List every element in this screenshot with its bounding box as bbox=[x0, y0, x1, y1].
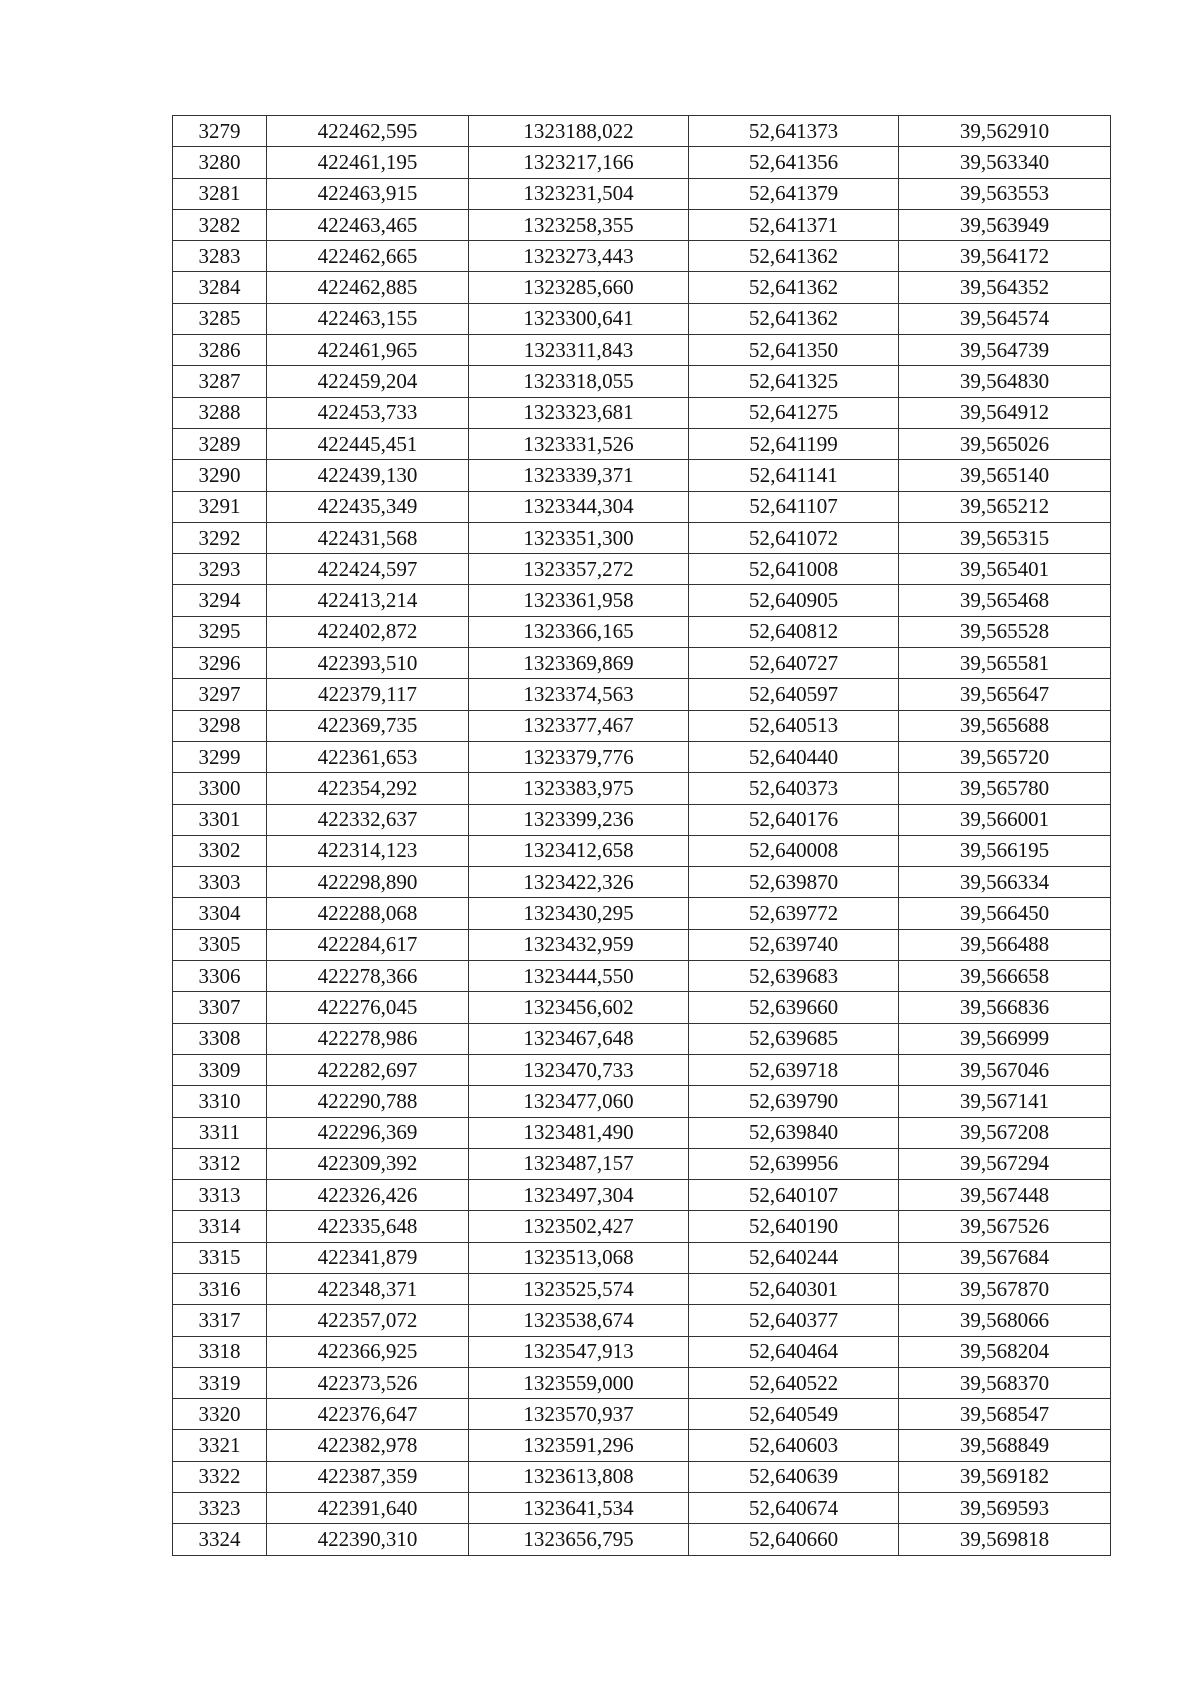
latitude-cell: 52,640244 bbox=[689, 1242, 899, 1273]
x-coordinate-cell: 422453,733 bbox=[267, 397, 469, 428]
point-number-cell: 3320 bbox=[173, 1399, 267, 1430]
longitude-cell: 39,566488 bbox=[899, 929, 1111, 960]
latitude-cell: 52,641199 bbox=[689, 428, 899, 459]
longitude-cell: 39,567870 bbox=[899, 1273, 1111, 1304]
latitude-cell: 52,641008 bbox=[689, 554, 899, 585]
point-number-cell: 3294 bbox=[173, 585, 267, 616]
latitude-cell: 52,640008 bbox=[689, 835, 899, 866]
y-coordinate-cell: 1323357,272 bbox=[469, 554, 689, 585]
y-coordinate-cell: 1323344,304 bbox=[469, 491, 689, 522]
table-row bbox=[173, 1273, 1111, 1304]
latitude-cell: 52,639685 bbox=[689, 1023, 899, 1054]
latitude-cell: 52,640373 bbox=[689, 773, 899, 804]
longitude-cell: 39,568204 bbox=[899, 1336, 1111, 1367]
longitude-cell: 39,565780 bbox=[899, 773, 1111, 804]
longitude-cell: 39,567208 bbox=[899, 1117, 1111, 1148]
table-row bbox=[173, 303, 1111, 334]
y-coordinate-cell: 1323502,427 bbox=[469, 1211, 689, 1242]
y-coordinate-cell: 1323300,641 bbox=[469, 303, 689, 334]
y-coordinate-cell: 1323430,295 bbox=[469, 898, 689, 929]
point-number-cell: 3313 bbox=[173, 1180, 267, 1211]
point-number-cell: 3282 bbox=[173, 209, 267, 240]
longitude-cell: 39,567294 bbox=[899, 1148, 1111, 1179]
y-coordinate-cell: 1323432,959 bbox=[469, 929, 689, 960]
latitude-cell: 52,640522 bbox=[689, 1367, 899, 1398]
latitude-cell: 52,640639 bbox=[689, 1461, 899, 1492]
latitude-cell: 52,639790 bbox=[689, 1086, 899, 1117]
point-number-cell: 3319 bbox=[173, 1367, 267, 1398]
y-coordinate-cell: 1323412,658 bbox=[469, 835, 689, 866]
longitude-cell: 39,564739 bbox=[899, 335, 1111, 366]
longitude-cell: 39,566658 bbox=[899, 961, 1111, 992]
point-number-cell: 3309 bbox=[173, 1054, 267, 1085]
x-coordinate-cell: 422463,465 bbox=[267, 209, 469, 240]
longitude-cell: 39,566450 bbox=[899, 898, 1111, 929]
point-number-cell: 3307 bbox=[173, 992, 267, 1023]
table-row bbox=[173, 116, 1111, 147]
x-coordinate-cell: 422278,986 bbox=[267, 1023, 469, 1054]
latitude-cell: 52,641356 bbox=[689, 147, 899, 178]
x-coordinate-cell: 422459,204 bbox=[267, 366, 469, 397]
table-row bbox=[173, 929, 1111, 960]
x-coordinate-cell: 422341,879 bbox=[267, 1242, 469, 1273]
point-number-cell: 3292 bbox=[173, 522, 267, 553]
latitude-cell: 52,640549 bbox=[689, 1399, 899, 1430]
x-coordinate-cell: 422361,653 bbox=[267, 741, 469, 772]
point-number-cell: 3306 bbox=[173, 961, 267, 992]
point-number-cell: 3299 bbox=[173, 741, 267, 772]
table-row bbox=[173, 1524, 1111, 1555]
longitude-cell: 39,565026 bbox=[899, 428, 1111, 459]
table-row bbox=[173, 1180, 1111, 1211]
table-row bbox=[173, 1023, 1111, 1054]
x-coordinate-cell: 422298,890 bbox=[267, 867, 469, 898]
table-row bbox=[173, 397, 1111, 428]
x-coordinate-cell: 422314,123 bbox=[267, 835, 469, 866]
x-coordinate-cell: 422462,885 bbox=[267, 272, 469, 303]
point-number-cell: 3289 bbox=[173, 428, 267, 459]
x-coordinate-cell: 422463,155 bbox=[267, 303, 469, 334]
x-coordinate-cell: 422357,072 bbox=[267, 1305, 469, 1336]
table-row bbox=[173, 1399, 1111, 1430]
longitude-cell: 39,567684 bbox=[899, 1242, 1111, 1273]
y-coordinate-cell: 1323399,236 bbox=[469, 804, 689, 835]
longitude-cell: 39,564830 bbox=[899, 366, 1111, 397]
table-row bbox=[173, 1211, 1111, 1242]
longitude-cell: 39,564352 bbox=[899, 272, 1111, 303]
longitude-cell: 39,567526 bbox=[899, 1211, 1111, 1242]
y-coordinate-cell: 1323273,443 bbox=[469, 241, 689, 272]
longitude-cell: 39,563949 bbox=[899, 209, 1111, 240]
longitude-cell: 39,565688 bbox=[899, 710, 1111, 741]
latitude-cell: 52,640464 bbox=[689, 1336, 899, 1367]
longitude-cell: 39,568066 bbox=[899, 1305, 1111, 1336]
point-number-cell: 3303 bbox=[173, 867, 267, 898]
longitude-cell: 39,568370 bbox=[899, 1367, 1111, 1398]
longitude-cell: 39,566334 bbox=[899, 867, 1111, 898]
point-number-cell: 3298 bbox=[173, 710, 267, 741]
table-row bbox=[173, 867, 1111, 898]
latitude-cell: 52,641325 bbox=[689, 366, 899, 397]
latitude-cell: 52,641362 bbox=[689, 303, 899, 334]
latitude-cell: 52,639740 bbox=[689, 929, 899, 960]
y-coordinate-cell: 1323456,602 bbox=[469, 992, 689, 1023]
table-row bbox=[173, 522, 1111, 553]
longitude-cell: 39,563553 bbox=[899, 178, 1111, 209]
point-number-cell: 3305 bbox=[173, 929, 267, 960]
longitude-cell: 39,569818 bbox=[899, 1524, 1111, 1555]
table-row bbox=[173, 147, 1111, 178]
coordinates-table-body bbox=[173, 116, 1111, 1556]
y-coordinate-cell: 1323383,975 bbox=[469, 773, 689, 804]
point-number-cell: 3296 bbox=[173, 648, 267, 679]
point-number-cell: 3293 bbox=[173, 554, 267, 585]
y-coordinate-cell: 1323374,563 bbox=[469, 679, 689, 710]
y-coordinate-cell: 1323217,166 bbox=[469, 147, 689, 178]
table-row bbox=[173, 1054, 1111, 1085]
longitude-cell: 39,563340 bbox=[899, 147, 1111, 178]
latitude-cell: 52,641373 bbox=[689, 116, 899, 147]
longitude-cell: 39,564574 bbox=[899, 303, 1111, 334]
x-coordinate-cell: 422332,637 bbox=[267, 804, 469, 835]
longitude-cell: 39,567141 bbox=[899, 1086, 1111, 1117]
x-coordinate-cell: 422387,359 bbox=[267, 1461, 469, 1492]
point-number-cell: 3318 bbox=[173, 1336, 267, 1367]
y-coordinate-cell: 1323323,681 bbox=[469, 397, 689, 428]
x-coordinate-cell: 422290,788 bbox=[267, 1086, 469, 1117]
point-number-cell: 3315 bbox=[173, 1242, 267, 1273]
table-row bbox=[173, 1461, 1111, 1492]
x-coordinate-cell: 422463,915 bbox=[267, 178, 469, 209]
table-row bbox=[173, 335, 1111, 366]
y-coordinate-cell: 1323656,795 bbox=[469, 1524, 689, 1555]
table-row bbox=[173, 992, 1111, 1023]
table-row bbox=[173, 366, 1111, 397]
point-number-cell: 3285 bbox=[173, 303, 267, 334]
table-row bbox=[173, 961, 1111, 992]
table-row bbox=[173, 898, 1111, 929]
longitude-cell: 39,562910 bbox=[899, 116, 1111, 147]
y-coordinate-cell: 1323641,534 bbox=[469, 1493, 689, 1524]
point-number-cell: 3283 bbox=[173, 241, 267, 272]
table-row bbox=[173, 428, 1111, 459]
y-coordinate-cell: 1323570,937 bbox=[469, 1399, 689, 1430]
x-coordinate-cell: 422461,195 bbox=[267, 147, 469, 178]
x-coordinate-cell: 422276,045 bbox=[267, 992, 469, 1023]
y-coordinate-cell: 1323379,776 bbox=[469, 741, 689, 772]
point-number-cell: 3281 bbox=[173, 178, 267, 209]
latitude-cell: 52,639718 bbox=[689, 1054, 899, 1085]
x-coordinate-cell: 422284,617 bbox=[267, 929, 469, 960]
table-row bbox=[173, 491, 1111, 522]
y-coordinate-cell: 1323481,490 bbox=[469, 1117, 689, 1148]
latitude-cell: 52,640440 bbox=[689, 741, 899, 772]
y-coordinate-cell: 1323538,674 bbox=[469, 1305, 689, 1336]
latitude-cell: 52,640513 bbox=[689, 710, 899, 741]
y-coordinate-cell: 1323188,022 bbox=[469, 116, 689, 147]
latitude-cell: 52,640603 bbox=[689, 1430, 899, 1461]
longitude-cell: 39,565468 bbox=[899, 585, 1111, 616]
point-number-cell: 3323 bbox=[173, 1493, 267, 1524]
latitude-cell: 52,641362 bbox=[689, 241, 899, 272]
x-coordinate-cell: 422461,965 bbox=[267, 335, 469, 366]
longitude-cell: 39,565581 bbox=[899, 648, 1111, 679]
table-row bbox=[173, 1336, 1111, 1367]
latitude-cell: 52,639772 bbox=[689, 898, 899, 929]
y-coordinate-cell: 1323311,843 bbox=[469, 335, 689, 366]
x-coordinate-cell: 422431,568 bbox=[267, 522, 469, 553]
longitude-cell: 39,565528 bbox=[899, 616, 1111, 647]
x-coordinate-cell: 422376,647 bbox=[267, 1399, 469, 1430]
table-row bbox=[173, 741, 1111, 772]
y-coordinate-cell: 1323231,504 bbox=[469, 178, 689, 209]
table-row bbox=[173, 1367, 1111, 1398]
x-coordinate-cell: 422354,292 bbox=[267, 773, 469, 804]
x-coordinate-cell: 422379,117 bbox=[267, 679, 469, 710]
latitude-cell: 52,640107 bbox=[689, 1180, 899, 1211]
longitude-cell: 39,567448 bbox=[899, 1180, 1111, 1211]
y-coordinate-cell: 1323339,371 bbox=[469, 460, 689, 491]
table-row bbox=[173, 585, 1111, 616]
y-coordinate-cell: 1323470,733 bbox=[469, 1054, 689, 1085]
longitude-cell: 39,568849 bbox=[899, 1430, 1111, 1461]
y-coordinate-cell: 1323351,300 bbox=[469, 522, 689, 553]
y-coordinate-cell: 1323318,055 bbox=[469, 366, 689, 397]
x-coordinate-cell: 422393,510 bbox=[267, 648, 469, 679]
x-coordinate-cell: 422326,426 bbox=[267, 1180, 469, 1211]
point-number-cell: 3324 bbox=[173, 1524, 267, 1555]
longitude-cell: 39,564172 bbox=[899, 241, 1111, 272]
x-coordinate-cell: 422390,310 bbox=[267, 1524, 469, 1555]
x-coordinate-cell: 422382,978 bbox=[267, 1430, 469, 1461]
latitude-cell: 52,641072 bbox=[689, 522, 899, 553]
point-number-cell: 3280 bbox=[173, 147, 267, 178]
y-coordinate-cell: 1323477,060 bbox=[469, 1086, 689, 1117]
y-coordinate-cell: 1323366,165 bbox=[469, 616, 689, 647]
point-number-cell: 3321 bbox=[173, 1430, 267, 1461]
y-coordinate-cell: 1323613,808 bbox=[469, 1461, 689, 1492]
y-coordinate-cell: 1323525,574 bbox=[469, 1273, 689, 1304]
point-number-cell: 3314 bbox=[173, 1211, 267, 1242]
x-coordinate-cell: 422288,068 bbox=[267, 898, 469, 929]
y-coordinate-cell: 1323331,526 bbox=[469, 428, 689, 459]
x-coordinate-cell: 422391,640 bbox=[267, 1493, 469, 1524]
x-coordinate-cell: 422445,451 bbox=[267, 428, 469, 459]
point-number-cell: 3312 bbox=[173, 1148, 267, 1179]
table-row bbox=[173, 1430, 1111, 1461]
latitude-cell: 52,641107 bbox=[689, 491, 899, 522]
point-number-cell: 3284 bbox=[173, 272, 267, 303]
longitude-cell: 39,569182 bbox=[899, 1461, 1111, 1492]
table-row bbox=[173, 835, 1111, 866]
x-coordinate-cell: 422348,371 bbox=[267, 1273, 469, 1304]
y-coordinate-cell: 1323497,304 bbox=[469, 1180, 689, 1211]
table-row bbox=[173, 1242, 1111, 1273]
point-number-cell: 3297 bbox=[173, 679, 267, 710]
coordinates-table bbox=[172, 115, 1111, 1556]
point-number-cell: 3316 bbox=[173, 1273, 267, 1304]
x-coordinate-cell: 422424,597 bbox=[267, 554, 469, 585]
latitude-cell: 52,640812 bbox=[689, 616, 899, 647]
point-number-cell: 3288 bbox=[173, 397, 267, 428]
latitude-cell: 52,640727 bbox=[689, 648, 899, 679]
point-number-cell: 3300 bbox=[173, 773, 267, 804]
x-coordinate-cell: 422335,648 bbox=[267, 1211, 469, 1242]
latitude-cell: 52,639683 bbox=[689, 961, 899, 992]
table-row bbox=[173, 1117, 1111, 1148]
latitude-cell: 52,640660 bbox=[689, 1524, 899, 1555]
latitude-cell: 52,639840 bbox=[689, 1117, 899, 1148]
longitude-cell: 39,564912 bbox=[899, 397, 1111, 428]
point-number-cell: 3291 bbox=[173, 491, 267, 522]
point-number-cell: 3286 bbox=[173, 335, 267, 366]
y-coordinate-cell: 1323285,660 bbox=[469, 272, 689, 303]
x-coordinate-cell: 422282,697 bbox=[267, 1054, 469, 1085]
longitude-cell: 39,565140 bbox=[899, 460, 1111, 491]
table-row bbox=[173, 554, 1111, 585]
point-number-cell: 3290 bbox=[173, 460, 267, 491]
longitude-cell: 39,567046 bbox=[899, 1054, 1111, 1085]
latitude-cell: 52,641362 bbox=[689, 272, 899, 303]
table-row bbox=[173, 1148, 1111, 1179]
longitude-cell: 39,565720 bbox=[899, 741, 1111, 772]
latitude-cell: 52,640176 bbox=[689, 804, 899, 835]
y-coordinate-cell: 1323467,648 bbox=[469, 1023, 689, 1054]
table-row bbox=[173, 1493, 1111, 1524]
y-coordinate-cell: 1323422,326 bbox=[469, 867, 689, 898]
latitude-cell: 52,639870 bbox=[689, 867, 899, 898]
longitude-cell: 39,565212 bbox=[899, 491, 1111, 522]
x-coordinate-cell: 422435,349 bbox=[267, 491, 469, 522]
longitude-cell: 39,565647 bbox=[899, 679, 1111, 710]
x-coordinate-cell: 422366,925 bbox=[267, 1336, 469, 1367]
y-coordinate-cell: 1323444,550 bbox=[469, 961, 689, 992]
x-coordinate-cell: 422402,872 bbox=[267, 616, 469, 647]
point-number-cell: 3287 bbox=[173, 366, 267, 397]
table-row bbox=[173, 241, 1111, 272]
x-coordinate-cell: 422462,665 bbox=[267, 241, 469, 272]
point-number-cell: 3295 bbox=[173, 616, 267, 647]
table-row bbox=[173, 710, 1111, 741]
longitude-cell: 39,566999 bbox=[899, 1023, 1111, 1054]
latitude-cell: 52,640190 bbox=[689, 1211, 899, 1242]
x-coordinate-cell: 422296,369 bbox=[267, 1117, 469, 1148]
point-number-cell: 3302 bbox=[173, 835, 267, 866]
latitude-cell: 52,641275 bbox=[689, 397, 899, 428]
latitude-cell: 52,641350 bbox=[689, 335, 899, 366]
table-row bbox=[173, 178, 1111, 209]
latitude-cell: 52,641371 bbox=[689, 209, 899, 240]
latitude-cell: 52,641379 bbox=[689, 178, 899, 209]
x-coordinate-cell: 422462,595 bbox=[267, 116, 469, 147]
longitude-cell: 39,569593 bbox=[899, 1493, 1111, 1524]
latitude-cell: 52,640674 bbox=[689, 1493, 899, 1524]
table-row bbox=[173, 1086, 1111, 1117]
longitude-cell: 39,565401 bbox=[899, 554, 1111, 585]
latitude-cell: 52,639660 bbox=[689, 992, 899, 1023]
y-coordinate-cell: 1323258,355 bbox=[469, 209, 689, 240]
point-number-cell: 3317 bbox=[173, 1305, 267, 1336]
table-row bbox=[173, 804, 1111, 835]
x-coordinate-cell: 422373,526 bbox=[267, 1367, 469, 1398]
point-number-cell: 3301 bbox=[173, 804, 267, 835]
point-number-cell: 3279 bbox=[173, 116, 267, 147]
table-row bbox=[173, 1305, 1111, 1336]
point-number-cell: 3322 bbox=[173, 1461, 267, 1492]
latitude-cell: 52,640597 bbox=[689, 679, 899, 710]
latitude-cell: 52,641141 bbox=[689, 460, 899, 491]
latitude-cell: 52,640905 bbox=[689, 585, 899, 616]
x-coordinate-cell: 422369,735 bbox=[267, 710, 469, 741]
point-number-cell: 3311 bbox=[173, 1117, 267, 1148]
longitude-cell: 39,566195 bbox=[899, 835, 1111, 866]
point-number-cell: 3304 bbox=[173, 898, 267, 929]
x-coordinate-cell: 422439,130 bbox=[267, 460, 469, 491]
y-coordinate-cell: 1323377,467 bbox=[469, 710, 689, 741]
x-coordinate-cell: 422309,392 bbox=[267, 1148, 469, 1179]
y-coordinate-cell: 1323547,913 bbox=[469, 1336, 689, 1367]
point-number-cell: 3308 bbox=[173, 1023, 267, 1054]
longitude-cell: 39,565315 bbox=[899, 522, 1111, 553]
y-coordinate-cell: 1323591,296 bbox=[469, 1430, 689, 1461]
table-row bbox=[173, 773, 1111, 804]
longitude-cell: 39,566001 bbox=[899, 804, 1111, 835]
latitude-cell: 52,640301 bbox=[689, 1273, 899, 1304]
point-number-cell: 3310 bbox=[173, 1086, 267, 1117]
table-row bbox=[173, 648, 1111, 679]
table-row bbox=[173, 460, 1111, 491]
table-row bbox=[173, 272, 1111, 303]
x-coordinate-cell: 422278,366 bbox=[267, 961, 469, 992]
longitude-cell: 39,566836 bbox=[899, 992, 1111, 1023]
y-coordinate-cell: 1323513,068 bbox=[469, 1242, 689, 1273]
longitude-cell: 39,568547 bbox=[899, 1399, 1111, 1430]
table-row bbox=[173, 616, 1111, 647]
latitude-cell: 52,640377 bbox=[689, 1305, 899, 1336]
y-coordinate-cell: 1323487,157 bbox=[469, 1148, 689, 1179]
x-coordinate-cell: 422413,214 bbox=[267, 585, 469, 616]
table-row bbox=[173, 679, 1111, 710]
y-coordinate-cell: 1323361,958 bbox=[469, 585, 689, 616]
y-coordinate-cell: 1323559,000 bbox=[469, 1367, 689, 1398]
y-coordinate-cell: 1323369,869 bbox=[469, 648, 689, 679]
latitude-cell: 52,639956 bbox=[689, 1148, 899, 1179]
table-row bbox=[173, 209, 1111, 240]
